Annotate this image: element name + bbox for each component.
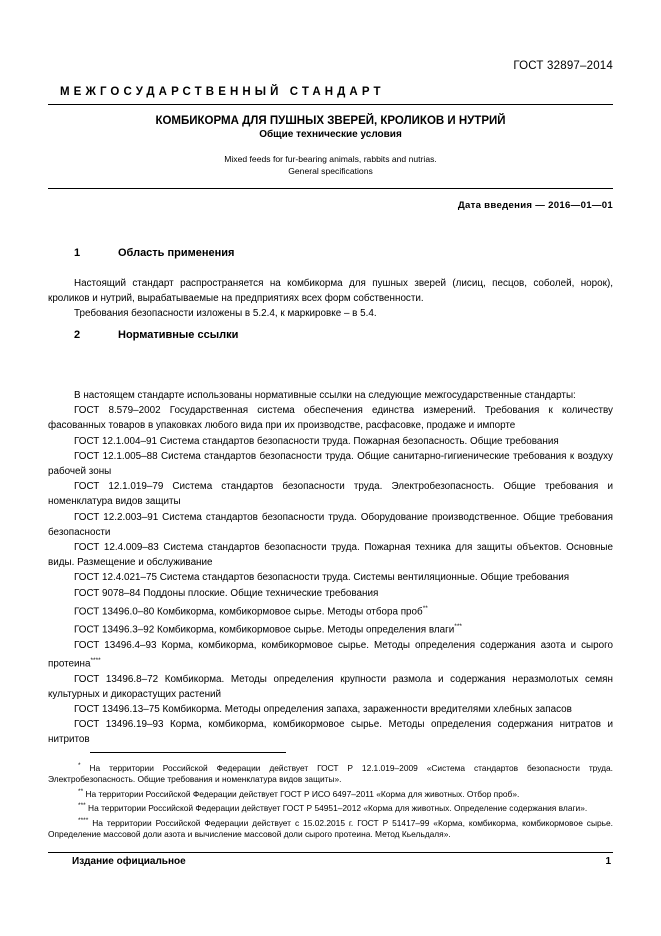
footnotes-block (48, 760, 613, 841)
reference-item: ГОСТ 13496.8–72 Комбикорма. Методы определения крупности размола и содержания неразмолотых семян культурных и дикорастущих растений (48, 673, 613, 700)
reference-item: ГОСТ 13496.19–93 Корма, комбикорма, комбикормовое сырье. Методы определения содержания нитратов и нитритов (48, 719, 613, 746)
document-title-english: Mixed feeds for fur-bearing animals, rabbits and nutrias. General specifications (224, 154, 437, 176)
footnote-text: На территории Российской Федерации действует ГОСТ Р ИСО 6497–2011 «Корма для животных. Отбор проб». (85, 788, 520, 799)
footer-edition: Издание официальное (72, 856, 186, 867)
reference-item (48, 619, 613, 638)
reference-item: ГОСТ 8.579–2002 Государственная система обеспечения единства измерений. Требования к количеству фасованных товаров в упаковках любого вида при их производстве, расфасовке, продаже и импорте (48, 405, 613, 432)
reference-item (48, 601, 613, 620)
section-heading-1 (74, 247, 234, 259)
paragraph-safety: Требования безопасности изложены в 5.2.4, к маркировке – в 5.4. (74, 308, 377, 320)
divider-bottom (48, 188, 613, 189)
reference-item: ГОСТ 12.1.004–91 Система стандартов безопасности труда. Пожарная безопасность. Общие требования (74, 435, 559, 447)
reference-item: ГОСТ 12.2.003–91 Система стандартов безопасности труда. Оборудование производственное. Общие требования безопасности (48, 511, 613, 538)
divider-top (48, 104, 613, 105)
document-title: КОМБИКОРМА ДЛЯ ПУШНЫХ ЗВЕРЕЙ, КРОЛИКОВ И НУТРИЙ (155, 115, 506, 127)
section-heading-2 (74, 329, 238, 341)
reference-item: ГОСТ 12.4.009–83 Система стандартов безопасности труда. Пожарная техника для защиты объектов. Основные виды. Размещение и обслуживание (48, 542, 613, 569)
footnote-item (48, 800, 613, 814)
footnote-marker: ** (422, 604, 428, 612)
section-number-1: 1 (74, 247, 81, 259)
footnote-item (48, 760, 613, 786)
reference-text: ГОСТ 13496.4–93 Корма, комбикорма, комбикормовое сырье. Методы определения содержания азота и сырого протеина (48, 639, 613, 670)
footnote-marker: **** (90, 657, 101, 665)
footnote-marker: * (78, 762, 81, 769)
reference-text: ГОСТ 13496.0–80 Комбикорма, комбикормовое сырье. Методы отбора проб (74, 606, 423, 618)
references-intro (48, 388, 613, 403)
section-number-2: 2 (74, 329, 81, 341)
footnote-divider (90, 752, 286, 753)
reference-item: ГОСТ 12.1.005–88 Система стандартов безопасности труда. Общие санитарно-гигиенические требования к воздуху рабочей зоны (48, 450, 613, 478)
interstate-standard-label: МЕЖГОСУДАРСТВЕННЫЙ СТАНДАРТ (60, 86, 385, 98)
reference-item: ГОСТ 12.4.021–75 Система стандартов безопасности труда. Системы вентиляционные. Общие требования (74, 572, 570, 584)
page-content (48, 0, 613, 936)
standard-number: ГОСТ 32897–2014 (513, 60, 613, 72)
footer-divider (48, 852, 613, 853)
reference-item (48, 638, 613, 672)
reference-item (48, 479, 613, 509)
section-2-body (48, 388, 613, 748)
reference-item: ГОСТ 13496.13–75 Комбикорма. Методы определения запаха, зараженности вредителями хлебных запасов (74, 703, 572, 715)
footnote-item (48, 786, 613, 800)
footnote-marker: **** (78, 816, 89, 824)
footer-page-number: 1 (605, 856, 611, 867)
reference-text: ГОСТ 13496.3–92 Комбикорма, комбикормовое сырье. Методы определения влаги (74, 624, 455, 636)
section-1-body (48, 276, 613, 322)
references-intro-text: В настоящем стандарте использованы нормативные ссылки на следующие межгосударственные стандарты: (74, 390, 576, 401)
document-subtitle: Общие технические условия (259, 129, 402, 140)
reference-item: ГОСТ 9078–84 Поддоны плоские. Общие технические требования (74, 587, 379, 599)
footnote-item (48, 815, 613, 841)
date-of-introduction: Дата введения — 2016—01—01 (457, 200, 613, 211)
section-title-2: Нормативные ссылки (118, 329, 239, 341)
footnote-marker: *** (454, 623, 462, 631)
footnote-text: На территории Российской Федерации действует ГОСТ Р 54951–2012 «Корма для животных. Определение содержания влаги». (88, 803, 588, 814)
footnote-marker: ** (78, 787, 84, 795)
footnote-marker: *** (78, 802, 86, 810)
reference-text: ГОСТ 12.1.019–79 Система стандартов безопасности труда. Электробезопасность. Общие требования и номенклатура видов защиты (48, 481, 613, 508)
section-title-1: Область применения (118, 247, 235, 259)
footnote-text: На территории Российской Федерации действует с 15.02.2015 г. ГОСТ Р 51417–99 «Корма, комбикорма, комбикормовое сырье. Определение массовой доли азота и вычисление массовой доли сырого протеина. Метод Кьельдаля». (48, 817, 613, 840)
paragraph-scope: Настоящий стандарт распространяется на комбикорма для пушных зверей (лисиц, песцов, соболей, норок), кроликов и нутрий, вырабатываемые на предприятиях всех форм собственности. (48, 278, 613, 305)
footnote-text: На территории Российской Федерации действует ГОСТ Р 12.1.019–2009 «Система стандартов безопасности труда. Электробезопасность. Общие требования и номенклатура видов защиты». (48, 762, 613, 785)
